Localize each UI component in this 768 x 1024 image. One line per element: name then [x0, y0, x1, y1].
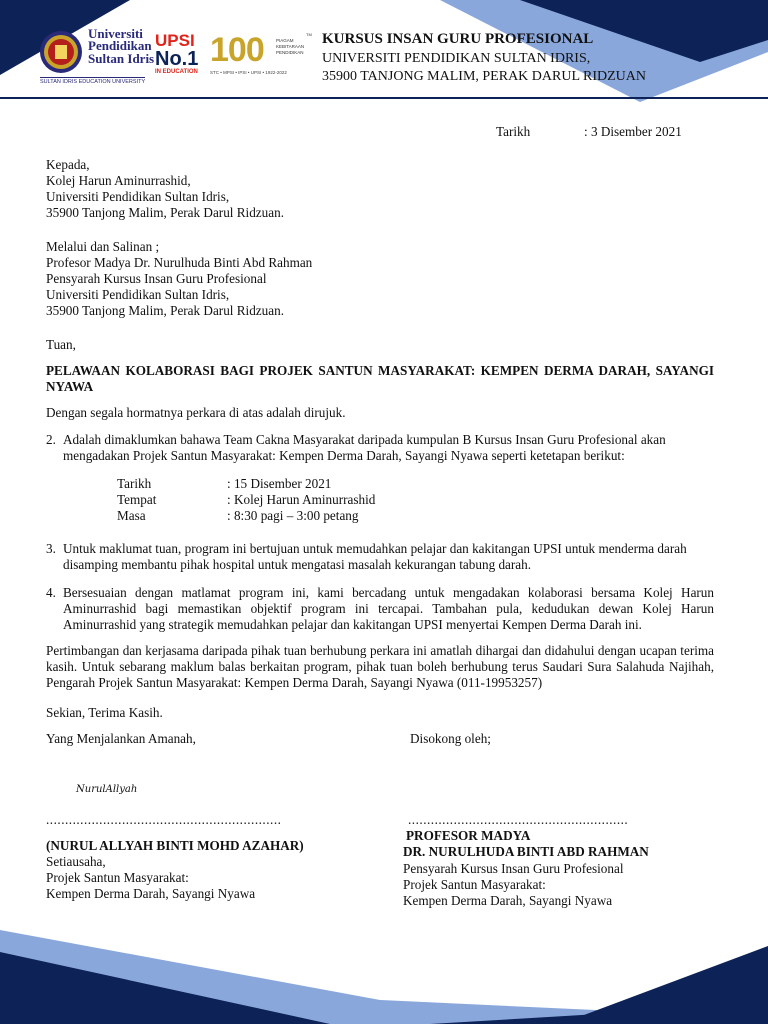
p3-line2: disamping membantu pihak hospital untuk mengatasi masalah kekurangan tabung darah. — [63, 557, 532, 572]
logo-upsi-text: UPSI — [155, 31, 195, 50]
header-address-line1: UNIVERSITI PENDIDIKAN SULTAN IDRIS, — [322, 51, 591, 66]
p2-line1: Adalah dimaklumkan bahawa Team Cakna Masyarakat daripada kumpulan B Kursus Insan Guru Profesional akan — [63, 432, 666, 447]
opening-line: Dengan segala hormatnya perkara di atas adalah dirujuk. — [46, 405, 346, 420]
cc-line: Profesor Madya Dr. Nurulhuda Binti Abd Rahman — [46, 255, 313, 270]
p2-number: 2. — [46, 432, 56, 447]
cc-line: Pensyarah Kursus Insan Guru Profesional — [46, 271, 267, 286]
header-title: KURSUS INSAN GURU PROFESIONAL — [322, 31, 594, 47]
left-signature: NurulAllyah — [76, 784, 138, 795]
left-sig-name: (NURUL ALLYAH BINTI MOHD AZAHAR) — [46, 838, 304, 853]
p4-number: 4. — [46, 585, 56, 600]
recipient-line: Kolej Harun Aminurrashid, — [46, 173, 191, 188]
cc-block — [46, 239, 312, 319]
detail-value: : 15 Disember 2021 — [227, 476, 332, 491]
subject: PELAWAAN KOLABORASI BAGI PROJEK SANTUN MASYARAKAT: KEMPEN DERMA DARAH, SAYANGI NYAWA — [46, 363, 714, 394]
footer-decoration — [0, 900, 768, 1024]
right-sig-details — [403, 861, 624, 909]
left-sig-dots: .............................................................. — [46, 812, 282, 827]
logo-univ-line1: Universiti — [88, 26, 143, 41]
logo-university-wordmark — [88, 26, 155, 66]
recipient-block — [46, 157, 284, 221]
logo-upsi-no1 — [155, 32, 205, 75]
cc-line: Universiti Pendidikan Sultan Idris, — [46, 287, 230, 302]
right-sig-dots: .......................................................... — [408, 812, 629, 827]
logo-upsi-crest — [39, 30, 83, 74]
logo-100-text: 100 — [210, 31, 264, 69]
right-sig-name: DR. NURULHUDA BINTI ABD RAHMAN — [403, 844, 649, 859]
date-label: Tarikh — [496, 124, 531, 139]
p4-text: Bersesuaian dengan matlamat program ini, kami bercadang untuk mengadakan kolaborasi bersama Kolej Harun Aminurrashid bagi memastikan objektif program ini tercapai. Tambahan pula, kedudukan dewan Kolej Harun Aminurrashid yang strategik memudahkan pelajar dan kakitangan UPSI menyertai Kempen Derma Darah ini. — [63, 585, 714, 632]
detail-label: Masa — [117, 508, 146, 523]
cc-label: Melalui dan Salinan ; — [46, 239, 160, 254]
logo-100-small-1: PIAGAM — [276, 38, 294, 43]
right-sig-title: PROFESOR MADYA — [406, 828, 531, 843]
logo-univ-line2: Pendidikan — [88, 38, 152, 53]
right-sig-line: Projek Santun Masyarakat: — [403, 877, 546, 892]
left-sig-line: Setiausaha, — [46, 854, 106, 869]
date-value: : 3 Disember 2021 — [584, 124, 682, 139]
p3-number: 3. — [46, 541, 56, 556]
recipient-line: 35900 Tanjong Malim, Perak Darul Ridzuan. — [46, 205, 284, 220]
detail-label: Tempat — [117, 492, 157, 507]
crest-icon — [39, 30, 83, 74]
logo-tm: TM — [306, 32, 312, 37]
logo-100-small-3: PENDIDIKAN — [276, 50, 304, 55]
logo-univ-tagline: SULTAN IDRIS EDUCATION UNIVERSITY — [40, 79, 146, 85]
detail-value: : Kolej Harun Aminurrashid — [227, 492, 376, 507]
recipient-salutation: Kepada, — [46, 157, 90, 172]
left-sig-details — [46, 854, 255, 902]
p2-line2: mengadakan Projek Santun Masyarakat: Kempen Derma Darah, Sayangi Nyawa seperti ketetapan berikut: — [63, 448, 625, 463]
logo-no1-text: No.1 — [155, 48, 199, 70]
right-sig-line: Kempen Derma Darah, Sayangi Nyawa — [403, 893, 613, 908]
logo-100-years — [210, 32, 314, 78]
logo-univ-line3: Sultan Idris — [88, 51, 155, 66]
detail-value: : 8:30 pagi – 3:00 petang — [227, 508, 359, 523]
sign-off: Sekian, Terima Kasih. — [46, 705, 163, 720]
greeting: Tuan, — [46, 337, 76, 352]
right-sig-line: Pensyarah Kursus Insan Guru Profesional — [403, 861, 624, 876]
header-address-line2: 35900 TANJONG MALIM, PERAK DARUL RIDZUAN — [322, 69, 646, 84]
recipient-line: Universiti Pendidikan Sultan Idris, — [46, 189, 230, 204]
detail-label: Tarikh — [117, 476, 152, 491]
cc-line: 35900 Tanjong Malim, Perak Darul Ridzuan. — [46, 303, 284, 318]
left-sig-line: Projek Santun Masyarakat: — [46, 870, 189, 885]
left-sig-heading: Yang Menjalankan Amanah, — [46, 731, 196, 746]
left-sig-line: Kempen Derma Darah, Sayangi Nyawa — [46, 886, 256, 901]
closing-paragraph: Pertimbangan dan kerjasama daripada pihak tuan berhubung perkara ini amatlah dihargai dan didahului dengan ucapan terima kasih. Untuk sebarang maklum balas berkaitan program, pihak tuan boleh berhubung terus Saudari Sura Salahuda Najihah, Pengarah Projek Santun Masyarakat: Kempen Derma Darah, Sayangi Nyawa (011-19953257) — [46, 643, 714, 690]
p3-line1: Untuk maklumat tuan, program ini bertujuan untuk memudahkan pelajar dan kakitangan UPSI untuk menderma darah — [63, 541, 687, 556]
logo-100-small-2: KEBITARAAN — [276, 44, 305, 49]
right-sig-heading: Disokong oleh; — [410, 731, 491, 746]
logo-100-years-text: STC • MPSI • IPSI • UPSI • 1922-2022 — [210, 70, 287, 75]
logo-in-education: IN EDUCATION — [155, 69, 198, 75]
